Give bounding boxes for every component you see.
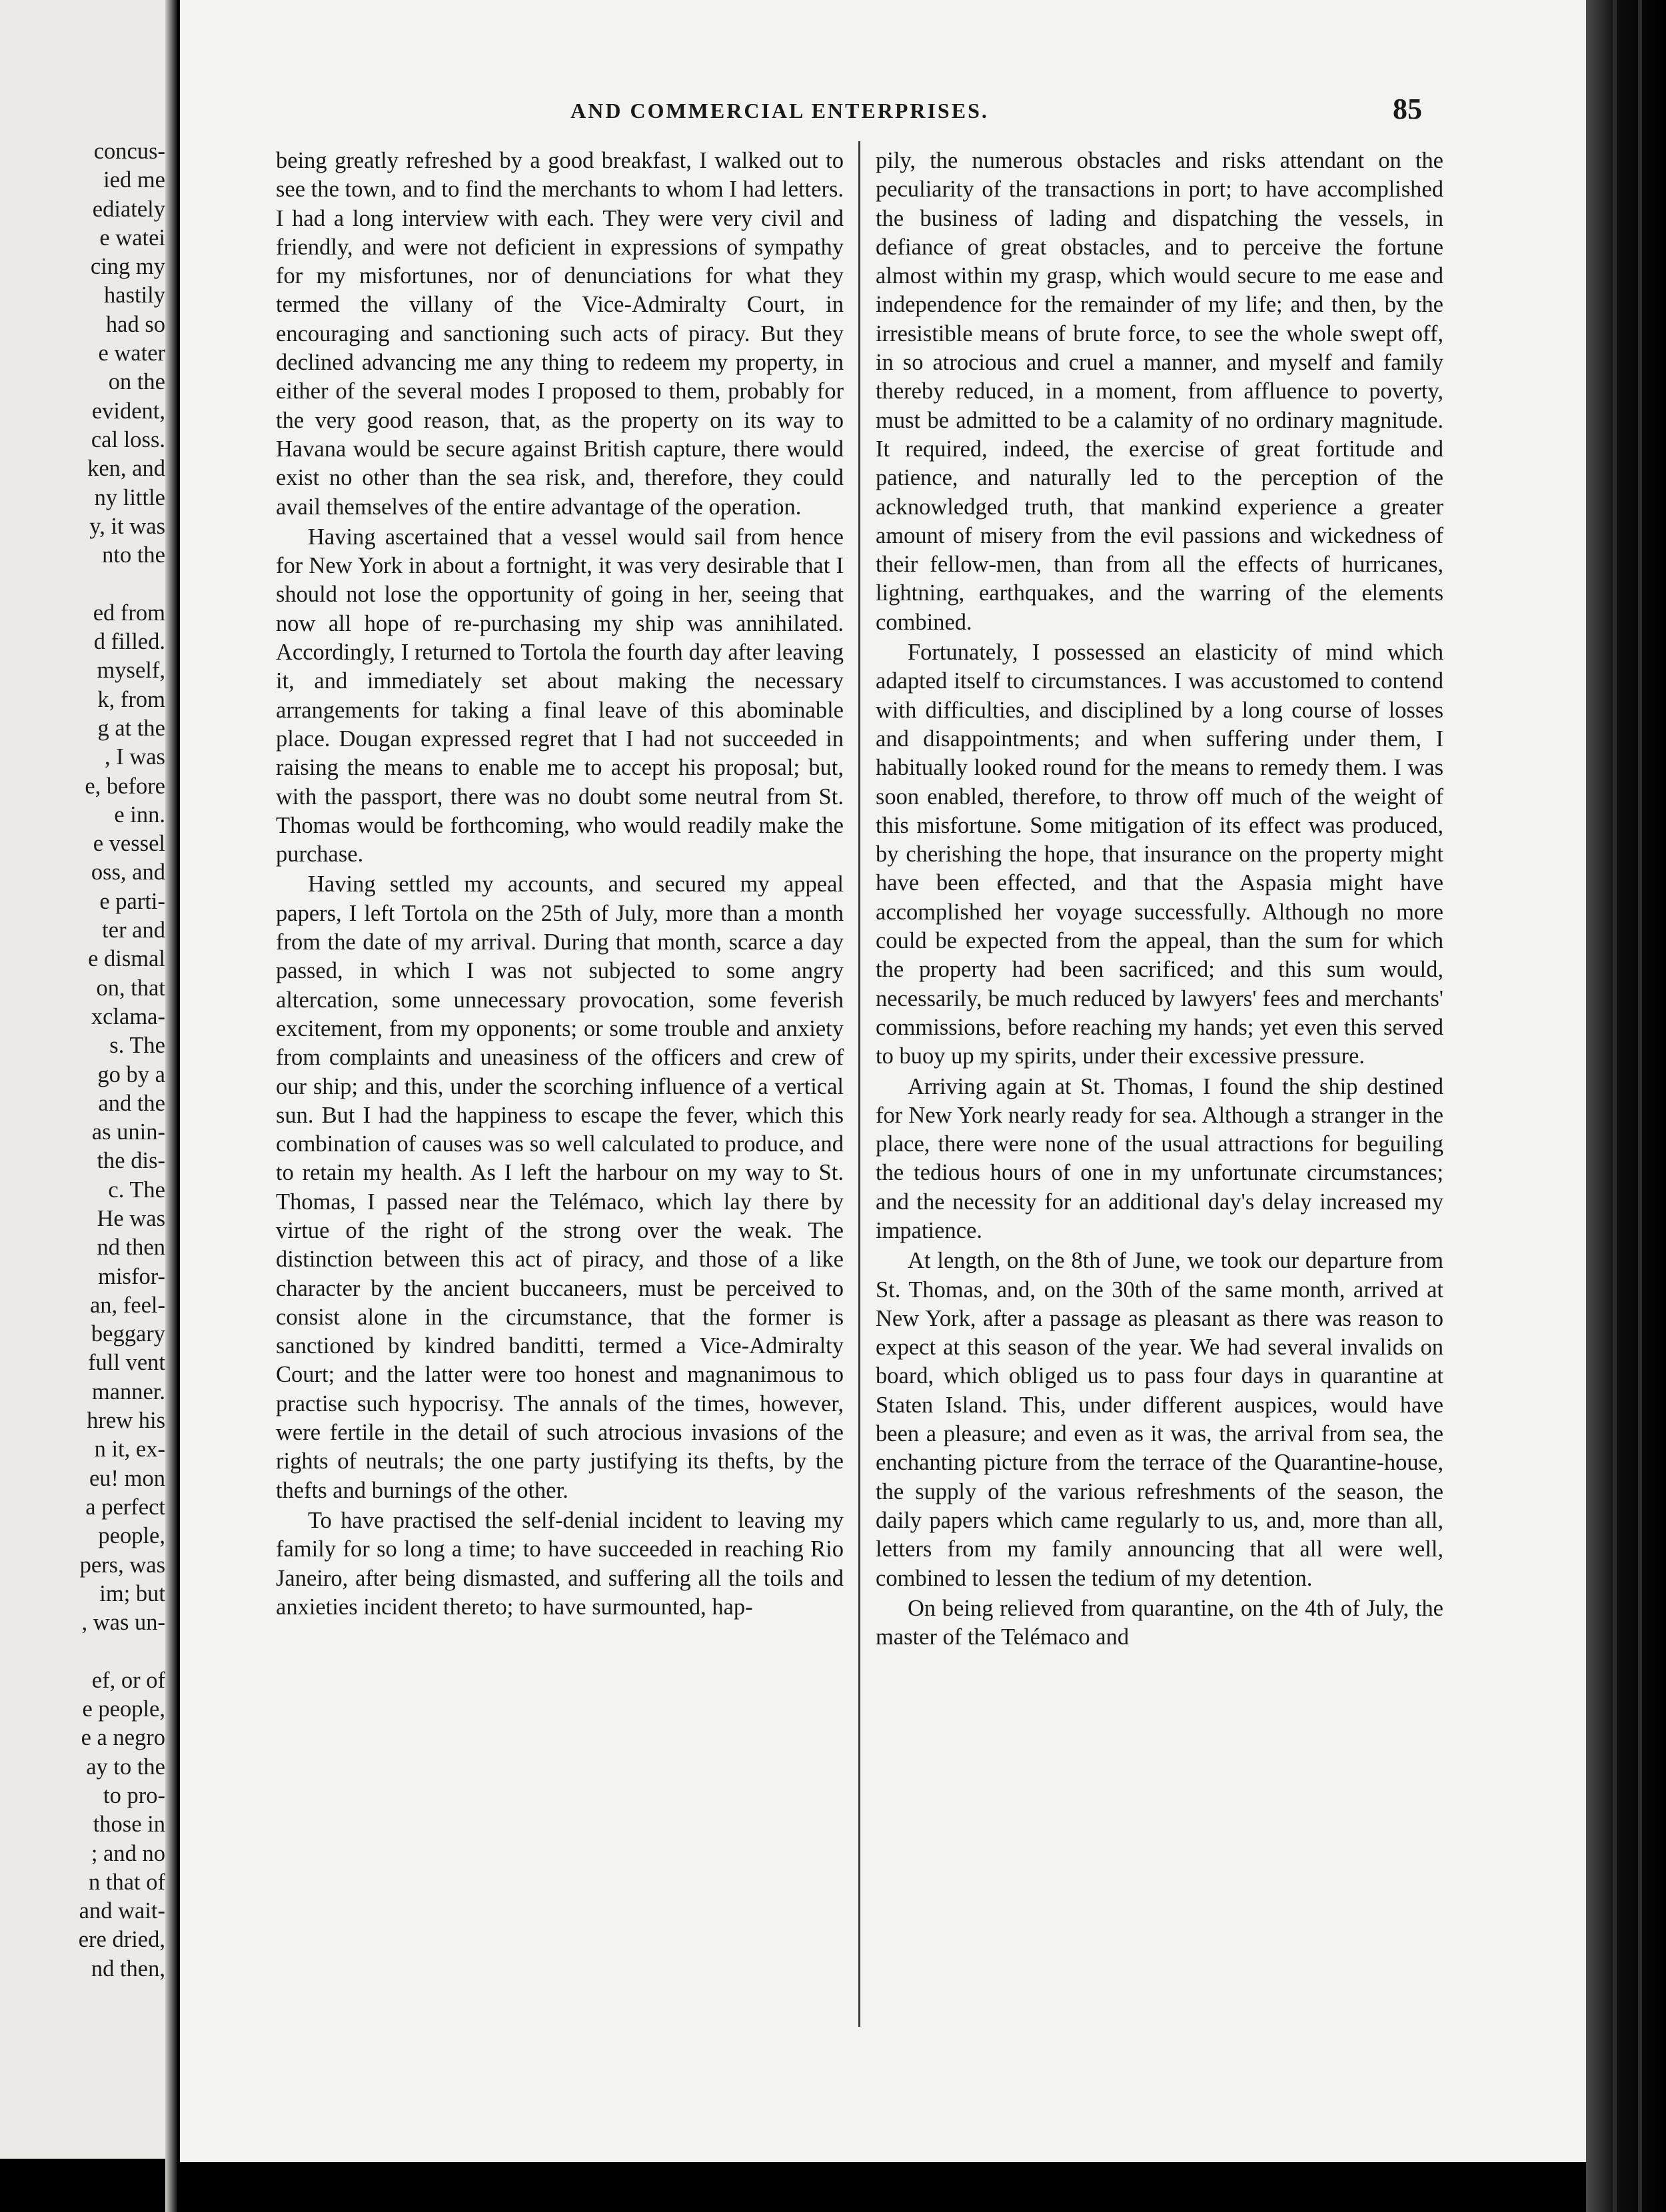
previous-page-line: im; but — [99, 1580, 165, 1606]
previous-page-line: xclama- — [91, 1003, 165, 1029]
running-head: AND COMMERCIAL ENTERPRISES. — [570, 99, 989, 123]
previous-page-line: n it, ex- — [94, 1436, 165, 1462]
previous-page-line: e parti- — [99, 888, 165, 914]
paragraph: Having ascertained that a vessel would sail from hence for New York in about a fortnight, it was very desirable that I should not lose the opportunity of going in her, seeing that now all hope of re-purchasing my ship was annihilated. Accordingly, I returned to Tortola the fourth day after leaving it, and immediately set about making the necessary arrangements for taking a final leave of this abominable place. Dougan expressed regret that I had not succeeded in raising the means to enable me to accept his proposal; but, with the passport, there was no doubt some neutral from St. Thomas would be forthcoming, who would readily make the purchase. — [276, 524, 844, 867]
previous-page-line: myself, — [97, 658, 165, 684]
previous-page-line: and the — [98, 1090, 165, 1116]
previous-page-line: an, feel- — [89, 1292, 165, 1318]
previous-page-line: cing my — [90, 254, 165, 280]
paragraph: On being relieved from quarantine, on the 4th of July, the master of the Telémaco and — [876, 1595, 1443, 1650]
previous-page-line: e watei — [99, 225, 165, 251]
previous-page-line: go by a — [97, 1061, 165, 1087]
previous-page-line: manner. — [91, 1379, 165, 1404]
previous-page-line: on the — [108, 369, 165, 395]
previous-page-line: cal loss. — [91, 426, 165, 452]
previous-page-line: e vessel — [93, 831, 165, 857]
previous-page-line: ied me — [103, 167, 165, 193]
paragraph: Fortunately, I possessed an elasticity of mind which adapted itself to circumstances. I was accustomed to contend with difficulties, and disciplined by a long course of losses and disappointments; and when suffering under them, I habitually looked round for the means to remedy them. I was soon enabled, therefore, to throw off much of the weight of this misfortune. Some mitigation of its effect was produced, by cherishing the hope, that insurance on the property might have been effected, and that the Aspasia might have accomplished her voyage successfully. Although no more could be expected from the appeal, than the sum for which the property had been sacrificed; and this sum would, necessarily, be much reduced by lawyers' fees and merchants' commissions, before reaching my hands; yet even this served to buoy up my spirits, under their excessive pressure. — [876, 640, 1443, 1069]
previous-page-line: s. The — [109, 1033, 165, 1059]
paragraph: pily, the numerous obstacles and risks attendant on the peculiarity of the transactions in port; to have accomplished the business of lading and dispatching the vessels, in defiance of great obstacles, and to perceive the fortune almost within my grasp, which would secure to me ease and independence for the remainder of my life; and then, by the irresistible means of brute force, to see the whole swept off, in so atrocious and cruel a manner, and myself and family thereby reduced, in a moment, from affluence to poverty, must be admitted to be a calamity of no ordinary magnitude. It required, indeed, the exercise of great fortitude and patience, and naturally led to the perception of the acknowledged truth, that mankind experience a greater amount of misery from the evil passions and wickedness of their fellow-men, than from all the effects of hurricanes, lightning, earthquakes, and the warring of the elements combined. — [876, 148, 1443, 635]
previous-page-line: e, before — [85, 773, 165, 799]
paragraph: To have practised the self-denial incident to leaving my family for so long a time; to have succeeded in reaching Rio Janeiro, after being dismasted, and suffering all the toils and anxieties incident thereto; to have surmounted, hap- — [276, 1507, 844, 1620]
previous-page-line: the dis- — [97, 1148, 165, 1174]
previous-page-line: n that of — [89, 1869, 165, 1895]
left-column — [276, 147, 844, 1622]
column-rule — [858, 141, 860, 2027]
previous-page-line: ; and no — [91, 1840, 165, 1866]
previous-page-line: hrew his — [87, 1408, 165, 1434]
previous-page-line: beggary — [91, 1321, 165, 1347]
previous-page-line: e people, — [82, 1696, 165, 1722]
paragraph: Having settled my accounts, and secured my appeal papers, I left Tortola on the 25th of July, more than a month from the date of my arrival. During that month, scarce a day passed, in which I was not subjected to some angry altercation, some unnecessary provocation, some feverish excitement, from my opponents; or some trouble and anxiety from complaints and uneasiness of the officers and crew of our ship; and this, under the scorching influence of a vertical sun. But I had the happiness to escape the fever, which this combination of causes was so well calculated to produce, and to retain my health. As I left the harbour on my way to St. Thomas, I passed near the Telémaco, which lay there by virtue of the right of the strong over the weak. The distinction between this act of piracy, and those of a like character by the ancient buccaneers, must be perceived to consist alone in the circumstance, that the former is sanctioned by kindred banditti, termed a Vice-Admiralty Court; and the latter were too honest and magnanimous to practise such hypocrisy. The annals of the times, however, were fertile in the detail of such atrocious invasions of the rights of neutrals; the one party justifying its thefts, by the thefts and burnings of the other. — [276, 871, 844, 1503]
previous-page-line: nd then, — [91, 1955, 165, 1981]
previous-page-line: , I was — [104, 744, 165, 770]
previous-page-line: ter and — [102, 917, 165, 943]
previous-page-line: those in — [93, 1812, 165, 1838]
previous-page-fragment — [0, 0, 175, 2159]
previous-page-line: ef, or of — [91, 1667, 165, 1693]
previous-page-line: nto the — [102, 542, 165, 568]
previous-page-line: ediately — [92, 196, 165, 222]
page-number: 85 — [1393, 93, 1422, 125]
previous-page-text — [0, 137, 165, 1983]
previous-page-line: hastily — [104, 282, 165, 308]
previous-page-line: to pro- — [103, 1782, 165, 1808]
previous-page-line: ken, and — [87, 456, 165, 482]
previous-page-line: misfor- — [98, 1263, 165, 1289]
previous-page-line: He was — [97, 1205, 165, 1231]
previous-page-line: had so — [105, 311, 165, 337]
previous-page-line: e a negro — [81, 1725, 165, 1751]
previous-page-line: oss, and — [91, 859, 165, 885]
previous-page-line — [0, 1637, 165, 1666]
previous-page-line: full vent — [88, 1350, 165, 1376]
previous-page-line: y, it was — [89, 513, 165, 539]
previous-page-line: e dismal — [88, 946, 165, 972]
previous-page-line: concus- — [93, 139, 165, 164]
previous-page-line: evident, — [91, 398, 165, 424]
right-column — [876, 147, 1443, 1652]
previous-page-line: a perfect — [85, 1494, 165, 1520]
previous-page-line: pers, was — [79, 1552, 165, 1578]
previous-page-line — [0, 570, 165, 598]
previous-page-line: e inn. — [114, 802, 165, 828]
previous-page-line: ay to the — [86, 1754, 165, 1780]
paragraph: being greatly refreshed by a good breakfast, I walked out to see the town, and to find the merchants to whom I had letters. I had a long interview with each. They were very civil and friendly, and were not deficient in expressions of sympathy for my misfortunes, nor of denunciations for what they termed the villany of the Vice-Admiralty Court, in encouraging and sanctioning such acts of piracy. But they declined advancing me any thing to redeem my property, in either of the several modes I proposed to them, probably for the very good reason, that, as the property on its way to Havana would be secure against British capture, there would exist no other than the sea risk, and, therefore, they could avail themselves of the entire advantage of the operation. — [276, 148, 844, 520]
previous-page-line: e water — [98, 340, 165, 366]
paragraph: At length, on the 8th of June, we took our departure from St. Thomas, and, on the 30th of the same month, arrived at New York, after a passage as pleasant as there was reason to expect at this season of the year. We had several invalids on board, which obliged us to pass four days in quarantine at Staten Island. This, under different auspices, would have been a pleasure; and even as it was, the arrival from sea, the enchanting picture from the terrace of the Quarantine-house, the supply of the various refreshments of the season, the daily papers which came regularly to us, and, more than all, letters from my family announcing that all were well, combined to lessen the tedium of my detention. — [876, 1248, 1443, 1591]
previous-page-line: ere dried, — [78, 1927, 165, 1953]
book-gutter — [165, 0, 177, 2212]
previous-page-line: eu! mon — [89, 1465, 165, 1491]
previous-page-line: c. The — [108, 1177, 165, 1203]
previous-page-line: as unin- — [91, 1119, 165, 1145]
previous-page-line: k, from — [97, 686, 165, 712]
previous-page-line: people, — [98, 1523, 165, 1549]
previous-page-line: on, that — [96, 975, 165, 1001]
page-edge-shadow — [1586, 0, 1666, 2212]
previous-page-line: g at the — [97, 715, 165, 741]
previous-page-line: ny little — [94, 484, 165, 510]
paragraph: Arriving again at St. Thomas, I found the ship destined for New York nearly ready for sea. Although a stranger in the place, there were none of the usual attractions for beguiling the tedious hours of one in my unfortunate circumstances; and the necessity for an additional day's delay increased my impatience. — [876, 1073, 1443, 1243]
previous-page-line: nd then — [97, 1235, 165, 1261]
previous-page-line: ed from — [93, 600, 165, 626]
previous-page-line: , was un- — [81, 1610, 165, 1636]
previous-page-line: d filled. — [93, 629, 165, 655]
previous-page-line: and wait- — [79, 1898, 165, 1924]
